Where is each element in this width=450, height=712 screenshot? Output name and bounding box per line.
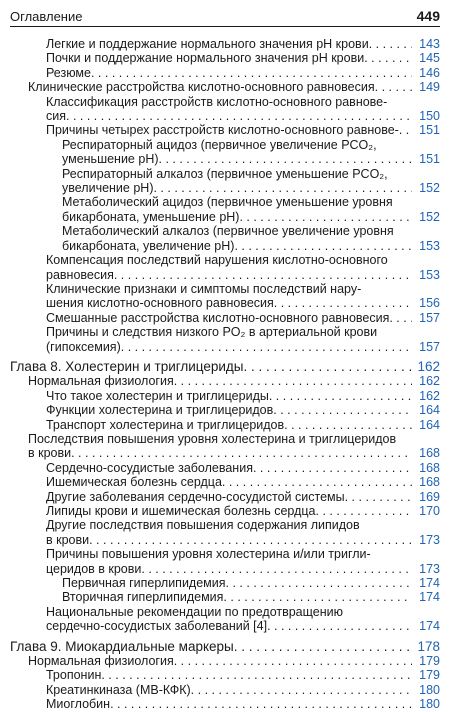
- toc-entry[interactable]: [0, 697, 450, 711]
- dot-leader: [375, 80, 412, 94]
- toc-entry-text: бикарбоната, увеличение pH): [62, 238, 235, 253]
- toc-page-number[interactable]: 151: [419, 123, 440, 138]
- toc-entry[interactable]: [0, 432, 450, 461]
- dot-leader: [244, 360, 412, 374]
- toc-page-number[interactable]: 146: [419, 65, 440, 80]
- dot-leader: [274, 296, 412, 310]
- toc-entry-text: Транспорт холестерина и триглицеридов: [46, 417, 285, 432]
- dot-leader: [345, 490, 412, 504]
- dot-leader: [89, 533, 412, 547]
- toc-entry-text: Глава 8. Холестерин и триглицериды: [10, 358, 244, 374]
- toc-entry[interactable]: [0, 253, 450, 282]
- toc-page-number[interactable]: 180: [419, 682, 440, 697]
- dot-leader: [234, 640, 412, 654]
- toc-entry[interactable]: [0, 418, 450, 432]
- dot-leader: [316, 504, 412, 518]
- dot-leader: [273, 403, 412, 417]
- toc-entry[interactable]: [0, 311, 450, 325]
- dot-leader: [159, 152, 412, 166]
- dot-leader: [369, 37, 412, 51]
- toc-page-number[interactable]: 152: [419, 209, 440, 224]
- toc-page-number[interactable]: 162: [419, 374, 440, 389]
- toc-entry[interactable]: [0, 654, 450, 668]
- toc-page-number[interactable]: 164: [419, 403, 440, 418]
- dot-leader: [71, 446, 412, 460]
- toc-entry-text: Липиды крови и ишемическая болезнь сердца: [46, 504, 316, 518]
- toc-entry[interactable]: [0, 37, 450, 51]
- toc-page-number[interactable]: 152: [419, 181, 440, 196]
- toc-entry-text: равновесия: [46, 267, 114, 282]
- toc-entry[interactable]: [0, 576, 450, 590]
- toc-page-number[interactable]: 170: [419, 504, 440, 518]
- toc-entry-text: Нормальная физиология: [28, 654, 174, 669]
- toc-entry[interactable]: [0, 282, 450, 311]
- toc-entry[interactable]: [0, 123, 450, 137]
- dot-leader: [110, 697, 412, 711]
- toc-entry-text: Смешанные расстройства кислотно-основного равновесия: [46, 310, 390, 325]
- toc-entry-text-line: Метаболический алкалоз (первичное увеличение уровня: [62, 224, 394, 239]
- header-page-number: 449: [416, 8, 440, 24]
- toc-entry-text-line: Классификация расстройств кислотно-основного равнове-: [46, 94, 388, 109]
- dot-leader: [222, 475, 412, 489]
- toc-entry-text: в крови: [46, 532, 90, 547]
- toc-entry[interactable]: [0, 374, 450, 388]
- toc-entry-text: Вторичная гиперлипидемия: [62, 590, 224, 605]
- toc-page-number[interactable]: 179: [419, 668, 440, 683]
- toc-entry[interactable]: [0, 475, 450, 489]
- toc-entry-text: Креатинкиназа (МВ-КФК): [46, 682, 191, 697]
- dot-leader: [226, 576, 412, 590]
- toc-page-number[interactable]: 157: [419, 310, 440, 325]
- toc-entry[interactable]: [0, 605, 450, 634]
- toc-entry-text: Сердечно-сосудистые заболевания: [46, 460, 253, 475]
- toc-entry[interactable]: [0, 95, 450, 124]
- toc-page-number[interactable]: 173: [419, 561, 440, 576]
- dot-leader: [91, 66, 412, 80]
- toc-entry[interactable]: [0, 461, 450, 475]
- toc-page-number[interactable]: 169: [419, 489, 440, 504]
- dot-leader: [141, 562, 412, 576]
- toc-entry-text: Глава 9. Миокардиальные маркеры: [10, 638, 234, 654]
- toc-chapter[interactable]: [0, 360, 450, 374]
- toc-entry[interactable]: [0, 490, 450, 504]
- dot-leader: [174, 374, 412, 388]
- toc-entry-text: Резюме: [46, 65, 91, 80]
- toc-page-number[interactable]: 174: [419, 590, 440, 605]
- toc-page-number[interactable]: 174: [419, 619, 440, 634]
- dot-leader: [239, 210, 412, 224]
- toc-page-number[interactable]: 162: [419, 388, 440, 403]
- dot-leader: [153, 181, 412, 195]
- toc-entry-text: Тропонин: [46, 668, 102, 683]
- dot-leader: [174, 654, 412, 668]
- toc-entry[interactable]: [0, 403, 450, 417]
- toc-entry-text: Ишемическая болезнь сердца: [46, 475, 222, 490]
- dot-leader: [234, 239, 412, 253]
- toc-entry[interactable]: [0, 325, 450, 354]
- toc-page-number[interactable]: 168: [419, 460, 440, 475]
- toc-entry-text-line: Причины повышения уровня холестерина и/или тригли-: [46, 547, 371, 562]
- toc-page-number[interactable]: 153: [419, 238, 440, 253]
- toc-entry[interactable]: [0, 683, 450, 697]
- toc-page-number[interactable]: 178: [417, 638, 440, 654]
- toc-entry[interactable]: [0, 547, 450, 576]
- toc-page-number[interactable]: 180: [419, 697, 440, 712]
- toc-entry[interactable]: [0, 138, 450, 167]
- dot-leader: [399, 123, 412, 137]
- toc-entry[interactable]: [0, 590, 450, 604]
- toc-entry[interactable]: [0, 66, 450, 80]
- toc-entry-text-line: Компенсация последствий нарушения кислотно-основного: [46, 253, 388, 268]
- dot-leader: [114, 268, 412, 282]
- toc-page-number[interactable]: 173: [419, 532, 440, 547]
- toc-entry-text-line: Клинические признаки и симптомы последствий нару-: [46, 281, 362, 296]
- toc-entry[interactable]: [0, 518, 450, 547]
- toc-page-number[interactable]: 149: [419, 80, 440, 95]
- toc-entry-text: Миоглобин: [46, 697, 111, 712]
- toc-entry[interactable]: [0, 504, 450, 518]
- toc-entry[interactable]: [0, 668, 450, 682]
- toc-entry-text: Нормальная физиология: [28, 374, 174, 389]
- toc-entry-text: Другие заболевания сердечно-сосудистой системы: [46, 489, 345, 504]
- dot-leader: [364, 51, 412, 65]
- toc-entry[interactable]: [0, 167, 450, 196]
- toc-entry-text: в крови: [28, 446, 72, 461]
- toc-entry-text-line: Респираторный алкалоз (первичное уменьшение PCO₂,: [62, 166, 388, 181]
- toc-page-number[interactable]: 162: [417, 358, 440, 374]
- toc-page-number[interactable]: 145: [419, 51, 440, 66]
- toc-entry-text: сердечно-сосудистых заболеваний [4]: [46, 619, 268, 634]
- toc-entry[interactable]: [0, 51, 450, 65]
- toc-page-number[interactable]: 156: [419, 296, 440, 311]
- toc-entry-text: Первичная гиперлипидемия: [62, 576, 226, 591]
- toc-entry-text: сия: [46, 109, 67, 124]
- dot-leader: [389, 311, 412, 325]
- toc-entry-text: Причины четырех расстройств кислотно-основного равнове-: [46, 123, 399, 138]
- toc-entry-text: Легкие и поддержание нормального значения pH крови: [46, 37, 369, 51]
- toc-entry-text: Функции холестерина и триглицеридов: [46, 403, 274, 418]
- toc-entry-text: Что такое холестерин и триглицериды: [46, 388, 269, 403]
- toc-entry-text-line: Метаболический ацидоз (первичное уменьшение уровня: [62, 195, 393, 210]
- toc-page-number[interactable]: 157: [419, 339, 440, 354]
- dot-leader: [267, 619, 412, 633]
- toc-entry[interactable]: [0, 389, 450, 403]
- dot-leader: [101, 668, 412, 682]
- toc-page-number[interactable]: 164: [419, 417, 440, 432]
- running-header: [10, 4, 440, 24]
- toc-entry-text: церидов в крови: [46, 561, 142, 576]
- toc-entry-text-line: Национальные рекомендации по предотвращению: [46, 604, 343, 619]
- toc-page-number[interactable]: 143: [419, 37, 440, 51]
- toc-entry-text-line: Респираторный ацидоз (первичное увеличение PCO₂,: [62, 137, 377, 152]
- toc-entry-text: увеличение pH): [62, 181, 154, 196]
- dot-leader: [121, 340, 412, 354]
- toc-entry-text-line: Другие последствия повышения содержания липидов: [46, 518, 360, 533]
- toc-entry-text: (гипоксемия): [46, 339, 121, 354]
- toc-entry-text-line: Последствия повышения уровня холестерина и триглицеридов: [28, 431, 397, 446]
- toc-chapter[interactable]: [0, 640, 450, 654]
- header-title: Оглавление: [10, 9, 83, 24]
- toc-page-number[interactable]: 174: [419, 576, 440, 591]
- dot-leader: [66, 109, 412, 123]
- dot-leader: [269, 389, 412, 403]
- toc-page-number[interactable]: 179: [419, 654, 440, 669]
- toc-entry[interactable]: [0, 195, 450, 224]
- table-of-contents: [0, 37, 450, 712]
- toc-entry[interactable]: [0, 224, 450, 253]
- toc-entry[interactable]: [0, 80, 450, 94]
- dot-leader: [223, 590, 412, 604]
- toc-entry-text-line: Причины и следствия низкого PO₂ в артериальной крови: [46, 325, 378, 340]
- toc-page-number[interactable]: 168: [419, 475, 440, 490]
- toc-entry-text: Почки и поддержание нормального значения pH крови: [46, 51, 365, 66]
- toc-page-number[interactable]: 168: [419, 446, 440, 461]
- header-rule: [10, 26, 440, 27]
- dot-leader: [191, 683, 412, 697]
- toc-page-number[interactable]: 153: [419, 267, 440, 282]
- toc-page-number[interactable]: 151: [419, 152, 440, 167]
- toc-entry-text: шения кислотно-основного равновесия: [46, 296, 274, 311]
- dot-leader: [253, 461, 412, 475]
- toc-entry-text: бикарбоната, уменьшение pH): [62, 209, 240, 224]
- toc-entry-text: уменьшение pH): [62, 152, 159, 167]
- toc-entry-text: Клинические расстройства кислотно-основного равновесия: [28, 80, 375, 95]
- dot-leader: [284, 418, 412, 432]
- toc-page-number[interactable]: 150: [419, 109, 440, 124]
